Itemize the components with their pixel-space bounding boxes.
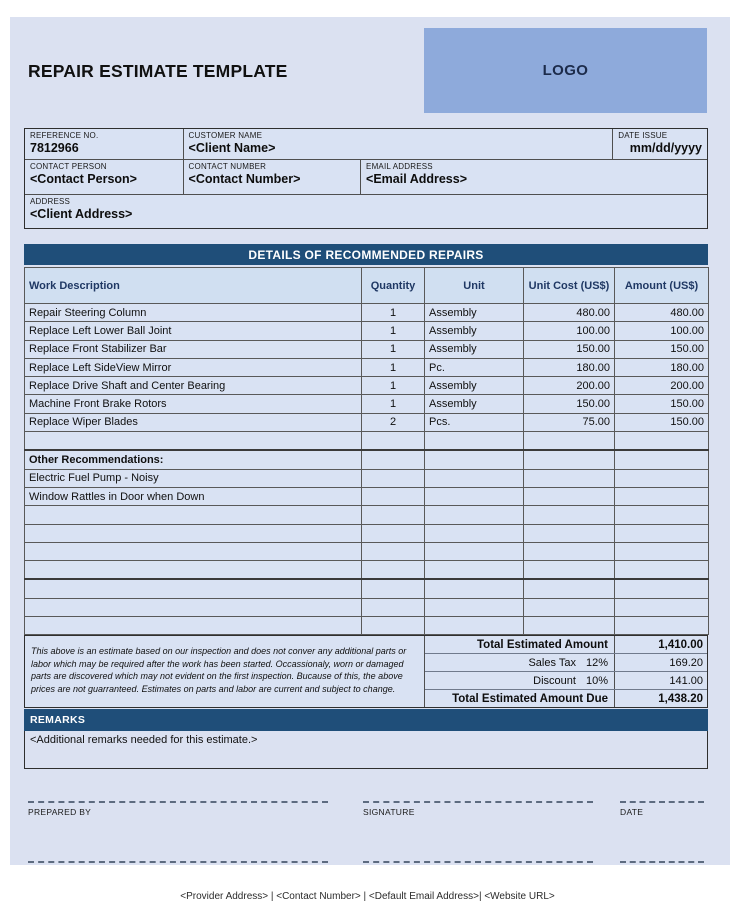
field-label: CUSTOMER NAME [188, 131, 263, 140]
cell-qty: 2 [362, 413, 425, 431]
cell-qty [362, 450, 425, 469]
cell-qty: 1 [362, 304, 425, 322]
cell-qty: 1 [362, 340, 425, 358]
date-line-2 [620, 861, 704, 863]
cell-desc [25, 432, 362, 451]
cell-amount: 180.00 [615, 358, 709, 376]
cell-amount [615, 469, 709, 487]
table-row [25, 579, 709, 598]
table-row [25, 450, 709, 469]
cell-cost: 75.00 [524, 413, 615, 431]
remarks-box [24, 731, 708, 769]
cell-unit [425, 579, 524, 598]
cell-unit [425, 617, 524, 635]
cell-cost [524, 579, 615, 598]
repairs-table [24, 267, 709, 635]
totals-row [425, 654, 707, 672]
cell-desc [25, 542, 362, 560]
cell-unit: Assembly [425, 322, 524, 340]
cell-unit [425, 450, 524, 469]
cell-qty: 1 [362, 377, 425, 395]
cell-amount [615, 542, 709, 560]
remarks-placeholder: <Additional remarks needed for this estimate.> [30, 734, 258, 746]
document-panel [10, 17, 730, 865]
cell-unit [425, 542, 524, 560]
field-value: <Email Address> [366, 172, 468, 186]
info-row-1 [25, 129, 707, 160]
field-label: DATE ISSUE [618, 131, 668, 140]
cell-qty [362, 561, 425, 580]
cell-desc [25, 561, 362, 580]
totals-label: Total Estimated Amount Due [425, 690, 615, 707]
totals-section [24, 635, 708, 708]
table-row [25, 542, 709, 560]
cell-amount: 200.00 [615, 377, 709, 395]
field-value: <Client Name> [188, 141, 276, 155]
cell-desc: Replace Drive Shaft and Center Bearing [25, 377, 362, 395]
cell-qty [362, 469, 425, 487]
field-label: EMAIL ADDRESS [366, 162, 433, 171]
cell-qty [362, 487, 425, 505]
page-title: REPAIR ESTIMATE TEMPLATE [28, 61, 288, 81]
cell-cost: 150.00 [524, 340, 615, 358]
totals-value: 141.00 [669, 674, 703, 687]
cell-cost [524, 617, 615, 635]
cell-unit [425, 469, 524, 487]
cell-amount [615, 561, 709, 580]
cell-unit: Assembly [425, 340, 524, 358]
cell-qty [362, 617, 425, 635]
field-address [25, 195, 707, 228]
cell-desc: Replace Left Lower Ball Joint [25, 322, 362, 340]
field-label: CONTACT PERSON [30, 162, 107, 171]
cell-amount: 100.00 [615, 322, 709, 340]
cell-unit: Pc. [425, 358, 524, 376]
table-row [25, 413, 709, 431]
remarks-header: REMARKS [24, 709, 708, 731]
totals-percent: 10% [585, 674, 608, 687]
cell-amount [615, 450, 709, 469]
cell-qty: 1 [362, 395, 425, 413]
cell-unit: Pcs. [425, 413, 524, 431]
cell-qty [362, 598, 425, 616]
date-label: DATE [620, 807, 644, 817]
field-label: REFERENCE NO. [30, 131, 99, 140]
table-row [25, 395, 709, 413]
cell-unit [425, 598, 524, 616]
prepared-by-label: PREPARED BY [28, 807, 92, 817]
cell-desc: Replace Wiper Blades [25, 413, 362, 431]
totals-value: 1,410.00 [658, 638, 703, 651]
cell-unit [425, 524, 524, 542]
client-info-table [24, 128, 708, 229]
section-banner: DETAILS OF RECOMMENDED REPAIRS [24, 244, 708, 265]
cell-amount [615, 487, 709, 505]
date-line [620, 801, 704, 803]
cell-qty: 1 [362, 322, 425, 340]
totals-percent: 12% [585, 656, 608, 669]
cell-cost [524, 432, 615, 451]
cell-desc [25, 598, 362, 616]
field-value: <Contact Number> [188, 172, 301, 186]
table-row [25, 340, 709, 358]
logo-box [424, 28, 707, 113]
cell-amount: 150.00 [615, 413, 709, 431]
cell-desc: Replace Front Stabilizer Bar [25, 340, 362, 358]
totals-value: 169.20 [669, 656, 703, 669]
table-row [25, 432, 709, 451]
cell-cost [524, 524, 615, 542]
cell-amount [615, 617, 709, 635]
cell-cost [524, 487, 615, 505]
field-value: 7812966 [30, 141, 79, 155]
field-customer-name [184, 129, 614, 159]
cell-unit: Assembly [425, 377, 524, 395]
field-date-issue [613, 129, 707, 159]
cell-qty [362, 524, 425, 542]
cell-cost: 100.00 [524, 322, 615, 340]
signature-line-2 [363, 861, 593, 863]
totals-row [425, 636, 707, 654]
info-row-2 [25, 160, 707, 195]
cell-cost: 480.00 [524, 304, 615, 322]
table-row [25, 561, 709, 580]
table-row [25, 322, 709, 340]
table-row [25, 617, 709, 635]
table-row [25, 469, 709, 487]
logo-text: LOGO [542, 62, 589, 79]
cell-desc [25, 524, 362, 542]
cell-cost [524, 542, 615, 560]
cell-cost: 200.00 [524, 377, 615, 395]
cell-cost [524, 450, 615, 469]
cell-desc: Window Rattles in Door when Down [25, 487, 362, 505]
cell-desc [25, 617, 362, 635]
field-label: CONTACT NUMBER [188, 162, 267, 171]
cell-amount [615, 524, 709, 542]
cell-amount [615, 432, 709, 451]
prepared-by-line [28, 801, 328, 803]
cell-desc: Repair Steering Column [25, 304, 362, 322]
footer-contact-line: <Provider Address> | <Contact Number> | <Default Email Address>| <Website URL> [180, 891, 555, 902]
totals-row [425, 690, 707, 707]
cell-cost: 180.00 [524, 358, 615, 376]
cell-qty [362, 432, 425, 451]
cell-unit [425, 432, 524, 451]
table-row [25, 377, 709, 395]
field-email-address [361, 160, 707, 194]
column-header-work-description: Work Description [25, 268, 362, 304]
signature-label: SIGNATURE [363, 807, 415, 817]
cell-qty [362, 506, 425, 524]
cell-amount [615, 579, 709, 598]
cell-qty [362, 542, 425, 560]
totals-value: 1,438.20 [658, 692, 703, 705]
cell-qty [362, 579, 425, 598]
disclaimer-text: This above is an estimate based on our inspection and does not conver any additional parts or labor which may be required after the work has been started. Occassionaly, worn or damaged parts are discovered which may not evident on the first inspection. Bucause of this, the above prices are not guarranteed. Estimates on parts and labor are current and subject to change. [25, 636, 425, 707]
cell-desc: Other Recommendations: [25, 450, 362, 469]
table-row [25, 304, 709, 322]
totals-label: Total Estimated Amount [425, 636, 615, 653]
column-header-unit: Unit [425, 268, 524, 304]
cell-desc: Electric Fuel Pump - Noisy [25, 469, 362, 487]
field-value: mm/dd/yyyy [629, 141, 703, 155]
totals-rows [425, 636, 707, 707]
column-header-quantity: Quantity [362, 268, 425, 304]
field-value: <Contact Person> [30, 172, 137, 186]
totals-row [425, 672, 707, 690]
cell-amount [615, 598, 709, 616]
cell-desc [25, 506, 362, 524]
cell-unit [425, 487, 524, 505]
cell-desc [25, 579, 362, 598]
field-value: <Client Address> [30, 207, 133, 221]
table-row [25, 487, 709, 505]
cell-amount: 480.00 [615, 304, 709, 322]
cell-unit: Assembly [425, 304, 524, 322]
cell-cost [524, 561, 615, 580]
totals-label: Sales Tax 12% [425, 654, 615, 671]
field-reference-no [25, 129, 184, 159]
totals-label: Discount 10% [425, 672, 615, 689]
field-contact-person [25, 160, 184, 194]
repairs-table-body [25, 304, 709, 635]
field-label: ADDRESS [30, 197, 71, 206]
cell-amount [615, 506, 709, 524]
cell-unit [425, 506, 524, 524]
column-header-unit-cost: Unit Cost (US$) [524, 268, 615, 304]
cell-amount: 150.00 [615, 395, 709, 413]
field-contact-number [184, 160, 361, 194]
table-header-row [25, 268, 709, 304]
column-header-amount: Amount (US$) [615, 268, 709, 304]
cell-desc: Machine Front Brake Rotors [25, 395, 362, 413]
cell-cost [524, 469, 615, 487]
table-row [25, 524, 709, 542]
table-row [25, 598, 709, 616]
info-row-3 [25, 195, 707, 228]
cell-cost: 150.00 [524, 395, 615, 413]
table-row [25, 358, 709, 376]
cell-desc: Replace Left SideView Mirror [25, 358, 362, 376]
table-row [25, 506, 709, 524]
cell-amount: 150.00 [615, 340, 709, 358]
prepared-by-line-2 [28, 861, 328, 863]
cell-qty: 1 [362, 358, 425, 376]
cell-cost [524, 598, 615, 616]
cell-unit [425, 561, 524, 580]
cell-cost [524, 506, 615, 524]
signature-line [363, 801, 593, 803]
cell-unit: Assembly [425, 395, 524, 413]
